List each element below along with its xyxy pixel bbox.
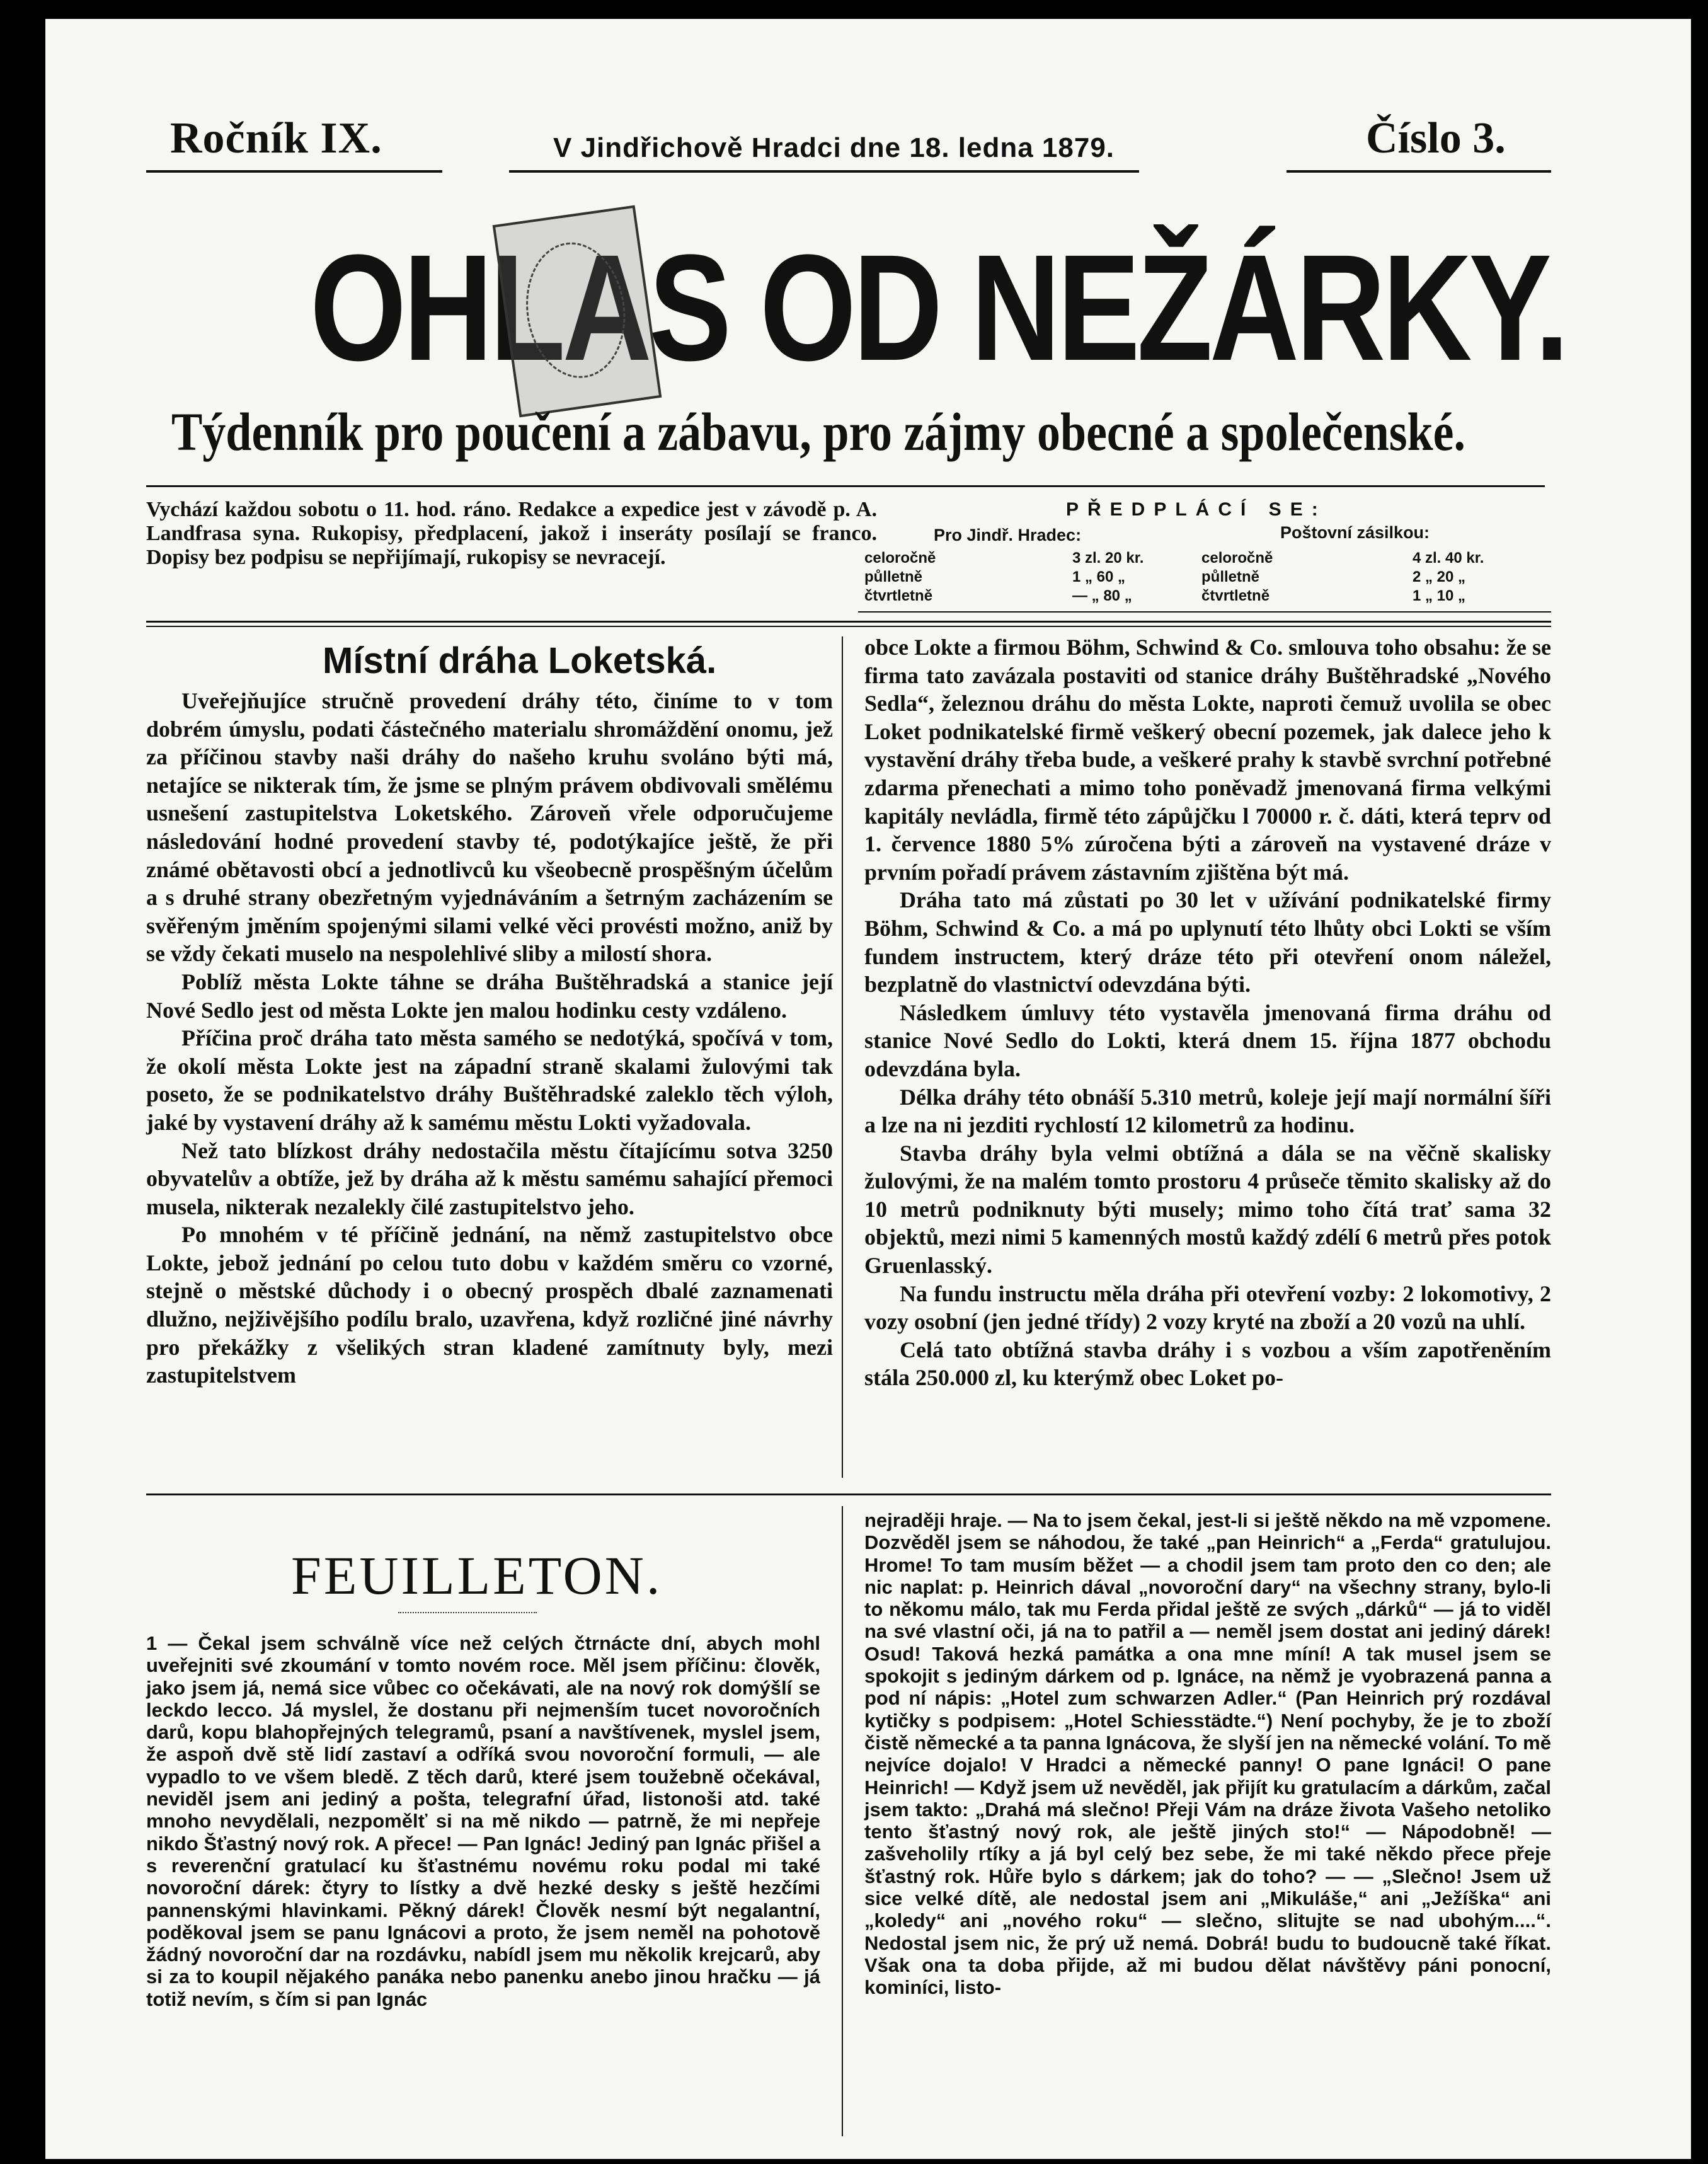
postage-stamp	[493, 205, 662, 418]
article-paragraph: Délka dráhy této obnáší 5.310 metrů, koleje její mají normální šíři a lze na ni jezditi rychlostí 12 kilometrů za hodinu.	[864, 1084, 1551, 1138]
post-row-2-price: 2 „ 20 „	[1413, 568, 1466, 585]
publication-info: Vychází každou sobotu o 11. hod. ráno. Redakce a expedice jest v závodě p. A. Landfrasa syna. Rukopisy, předplacení, jakož i inseráty posílají se franco. Dopisy bez podpisu se nepřijímají, rukopisy se nevracejí.	[146, 498, 877, 569]
post-header: Poštovní zásilkou:	[1280, 523, 1430, 542]
feuilleton-divider	[146, 1494, 1551, 1495]
feuilleton-title: FEUILLETON.	[291, 1545, 663, 1606]
local-row-1-label: celoročně	[864, 550, 936, 567]
article-paragraph: Celá tato obtížná stavba dráhy i s vozbou a vším zapotřeněním stála 250.000 zl, ku kterýmž obec Loket po-	[864, 1337, 1551, 1391]
header-divider	[146, 485, 1545, 487]
article-paragraph: Následkem úmluvy této vystavěla jmenovaná firma dráhu od stanice Nové Sedlo do Lokti, která dnem 15. října 1877 obchodu odevzdána byla.	[864, 999, 1551, 1081]
feuilleton-left-column	[146, 1632, 820, 2136]
section-divider-top	[146, 621, 1551, 623]
place-date: V Jindřichově Hradci dne 18. ledna 1879.	[553, 132, 1115, 163]
article-paragraph: Poblíž města Lokte táhne se dráha Buštěhradská a stanice její Nové Sedlo jest od města Lokte jen malou hodinku cesty vzdáleno.	[146, 969, 833, 1023]
article-paragraph: Po mnohém v té příčině jednání, na němž zastupitelstvo obce Lokte, jebož jednání po celou tuto dobu v každém směru co vzorné, stejně o městské důchody i o obecný prospěch dbalé zaznamenati dlužno, nejživějšího podílu bralo, uzavřena, když rozličné jiné návrhy pro překážky z všelikých stran kladené zamítnuty byly, mezi zastupitelstvem	[146, 1222, 833, 1388]
local-row-3-price: — „ 80 „	[1072, 587, 1132, 604]
article-right-column	[864, 633, 1551, 1481]
newspaper-page	[45, 19, 1691, 2159]
issue-number: Číslo 3.	[1366, 114, 1506, 163]
issue-underline	[1287, 170, 1551, 173]
article-left-column	[146, 687, 833, 1481]
local-row-1-price: 3 zl. 20 kr.	[1072, 550, 1144, 567]
title-ornament	[398, 1607, 537, 1613]
newspaper-title: OHLAS OD NEŽÁRKY.	[310, 223, 1566, 392]
article-paragraph: obce Lokte a firmou Böhm, Schwind & Co. smlouva toho obsahu: že se firma tato zavázala postaviti od stanice dráhy Buštěhradské „Nového Sedla“, železnou dráhu do města Lokte, naproti čemuž uvolila se obec Loket podnikatelské firmě veškerý obecní pozemek, jak dalece jeho k vystavění dráhy třeba bude, a veškeré prahy k stavbě svrchní potřebné zdarma přenechati a mimo toho poněvadž jmenovaná firma velkými kapitály nevládla, firmě této zápůjčku l 70000 r. č. dáti, která teprv od 1. července 1880 5% zúročena býti a zároveň na vystavené dráze v prvním pořadí právem zástavním zjištěna být má.	[864, 635, 1551, 885]
local-row-2-label: půlletně	[864, 568, 923, 585]
local-row-2-price: 1 „ 60 „	[1072, 568, 1126, 585]
newspaper-subtitle: Týdenník pro poučení a zábavu, pro zájmy obecné a společenské.	[171, 401, 1465, 462]
date-underline	[509, 170, 1139, 173]
article-title: Místní dráha Loketská.	[323, 640, 717, 681]
feuilleton-right-column	[864, 1509, 1551, 2139]
article-paragraph: Příčina proč dráha tato města samého se nedotýká, spočívá v tom, že okolí města Lokte jest na západní straně skalami žulovými tak poseto, že se podnikatelstvo dráhy Buštěhradské zaleklo těch výloh, jaké by vystavení dráhy až k samému městu Lokti vyžadovala.	[146, 1025, 833, 1135]
section-divider-top-2	[146, 626, 1551, 627]
volume-underline	[146, 170, 442, 173]
article-paragraph: Stavba dráhy byla velmi obtížná a dála se na věčně skalisky žulovými, že na malém tomto prostoru 4 průseče těmito skalisky až do 10 metrů podniknuty býti musely; mimo toho čítá trať sama 32 objektů, mezi nimi 5 kamenných mostů každý zdélí 6 metrů přes potok Gruenlasský.	[864, 1140, 1551, 1279]
article-paragraph: Než tato blízkost dráhy nedostačila městu čítajícímu sotva 3250 obyvatelův a obtíže, jež by dráha až k městu samému sahající přemoci musela, nikterak nezalekly čilé zastupitelstvo jeho.	[146, 1137, 833, 1219]
local-row-3-label: čtvrtletně	[864, 587, 933, 604]
feuilleton-paragraph: nejraději hraje. — Na to jsem čekal, jest-li si ještě někdo na mě vzpomene. Dozvěděl jsem se náhodou, že také „pan Heinrich“ a „Ferda“ gratulujou. Hrome! To tam musím běžet — a chodil jsem tam proto den co den; ale nic naplat: p. Heinrich dával „novoroční dary“ na všechny strany, bylo-li to někomu málo, tak mu Ferda přidal ještě ze svých „dárků“ — já to viděl na své vlastní oči, já na to patřil a — neměl jsem dostat ani jediný dárek! Osud! Taková hezká památka a ona mne míní! A tak musel jsem se spokojit s jediným dárkem od p. Ignáce, na němž je vyobrazená panna a pod ní nápis: „Hotel zum schwarzen Adler.“ (Pan Heinrich prý rozdával kytičky s podpisem: „Hotel Schiesstädte.“) Není pochyby, že je to zboží čistě německé a ta panna Ignácova, že slyší jen na německé volání. To mě nejvíce dojalo! V Hradci a německé panny! O pane Ignáci! O pane Heinrich! — Když jsem už nevěděl, jak přijít ku gratulacím a dárkům, začal jsem takto: „Drahá má slečno! Přeji Vám na dráze života Vašeho netoliko tento šťastný nový rok, ale ještě jiných sto!“ — Nápodobně! — zašveholily rtíky a já byl celý bez sebe, že mi také někdo přece přeje šťastný rok. Hůře bylo s dárkem; jak do toho? — — „Slečno! Jsem už sice velké dítě, ale nedostal jsem ani „Mikuláše,“ ani „Ježíška“ ani „koledy“ ani „nového roku“ — slečno, slitujte se nad ubohým....“. Nedostal jsem nic, že prý už nemá. Dobrá! budu to budoucně také říkat. Však ona ta doba přijde, až mi budou dělat návštěvy páni ponocní, kominíci, listo-	[864, 1509, 1551, 1999]
post-row-3-price: 1 „ 10 „	[1413, 587, 1466, 604]
subscription-title: PŘEDPLÁCÍ SE:	[1066, 499, 1327, 520]
column-divider-article	[842, 636, 843, 1478]
post-row-2-label: půlletně	[1201, 568, 1260, 585]
article-paragraph: Dráha tato má zůstati po 30 let v užívání podnikatelské firmy Böhm, Schwind & Co. a má po uplynutí této lhůty obci Lokti se vším fundem instructem, který dráze této při otevření onom náležel, bezplatně do vlastnictví odevzdána býti.	[864, 887, 1551, 998]
article-paragraph: Na fundu instructu měla dráha při otevření vozby: 2 lokomotivy, 2 vozy osobní (jen jedné třídy) 2 vozy kryté na zboží a 20 vozů na uhlí.	[864, 1281, 1551, 1335]
column-divider-feuilleton	[842, 1506, 843, 2136]
post-row-3-label: čtvrtletně	[1201, 587, 1270, 604]
subscription-underline	[858, 611, 1551, 613]
feuilleton-paragraph: 1 — Čekal jsem schválně více než celých čtrnácte dní, abych mohl uveřejniti své zkoumání v tomto novém roce. Měl jsem příčinu: člověk, jako jsem já, nemá sice vůbec co očekávati, ale na nový rok domýšlí se leckdo lecco. Já myslel, že dostanu při nejmenším tucet novoročních darů, kopu blahopřejných telegramů, psaní a navštívenek, myslel jsem, že aspoň dvě stě lidí zastaví a odříká svou novoroční formuli, — ale vypadlo to ve všem bledě. Z těch darů, které jsem toužebně očekával, neviděl jsem ani jediný a pošta, telegrafní úřad, listonoši atd. také mnoho nevydělali, nezpomělť si na mě nikdo — patrně, že mi nepřeje nikdo Šťastný nový rok. A přece! — Pan Ignác! Jediný pan Ignác přišel a s reverenční gratulací ku šťastnému novému roku podal mi také novoroční dárek: čtyry to lístky a dvě hezké desky s ještě hezčími pannenskými hlavinkami. Pěkný dárek! Člověk nesmí být negalantní, poděkoval jsem se panu Ignácovi a proto, že jsem neměl na pohotově žádný novoroční dar na rozdávku, nabídl jsem mu několik krejcarů, aby si za to koupil nějakého panáka nebo panenku anebo jinou hračku — já totiž nevím, s čím si pan Ignác	[146, 1632, 820, 2010]
article-paragraph: Uveřejňujíce stručně provedení dráhy této, činíme to v tom dobrém úmyslu, podati částečného materialu shromáždění onomu, jež za příčinou stavby naši dráhy do našeho kruhu svoláno býti má, netajíce se nikterak tím, že jsme se plným právem obdivovali smělému usnešení zastupitelstva Loketského. Zároveň vřele odporučujeme následování hodné provedení stavby té, podotýkajíce ještě, že při známé obětavosti obcí a jednotlivců ku všeobecně prospěšným účelům a s druhé strany obezřetným vyjednáváním a šetrným zacházením se svěřeným jměním spojenými silami velké věci provésti možno, aniž by se vždy čekati muselo na nespolehlivé sliby a milostí shora.	[146, 688, 833, 967]
volume-label: Ročník IX.	[170, 114, 382, 163]
post-row-1-label: celoročně	[1201, 550, 1273, 567]
post-row-1-price: 4 zl. 40 kr.	[1413, 550, 1484, 567]
local-header: Pro Jindř. Hradec:	[934, 526, 1082, 544]
